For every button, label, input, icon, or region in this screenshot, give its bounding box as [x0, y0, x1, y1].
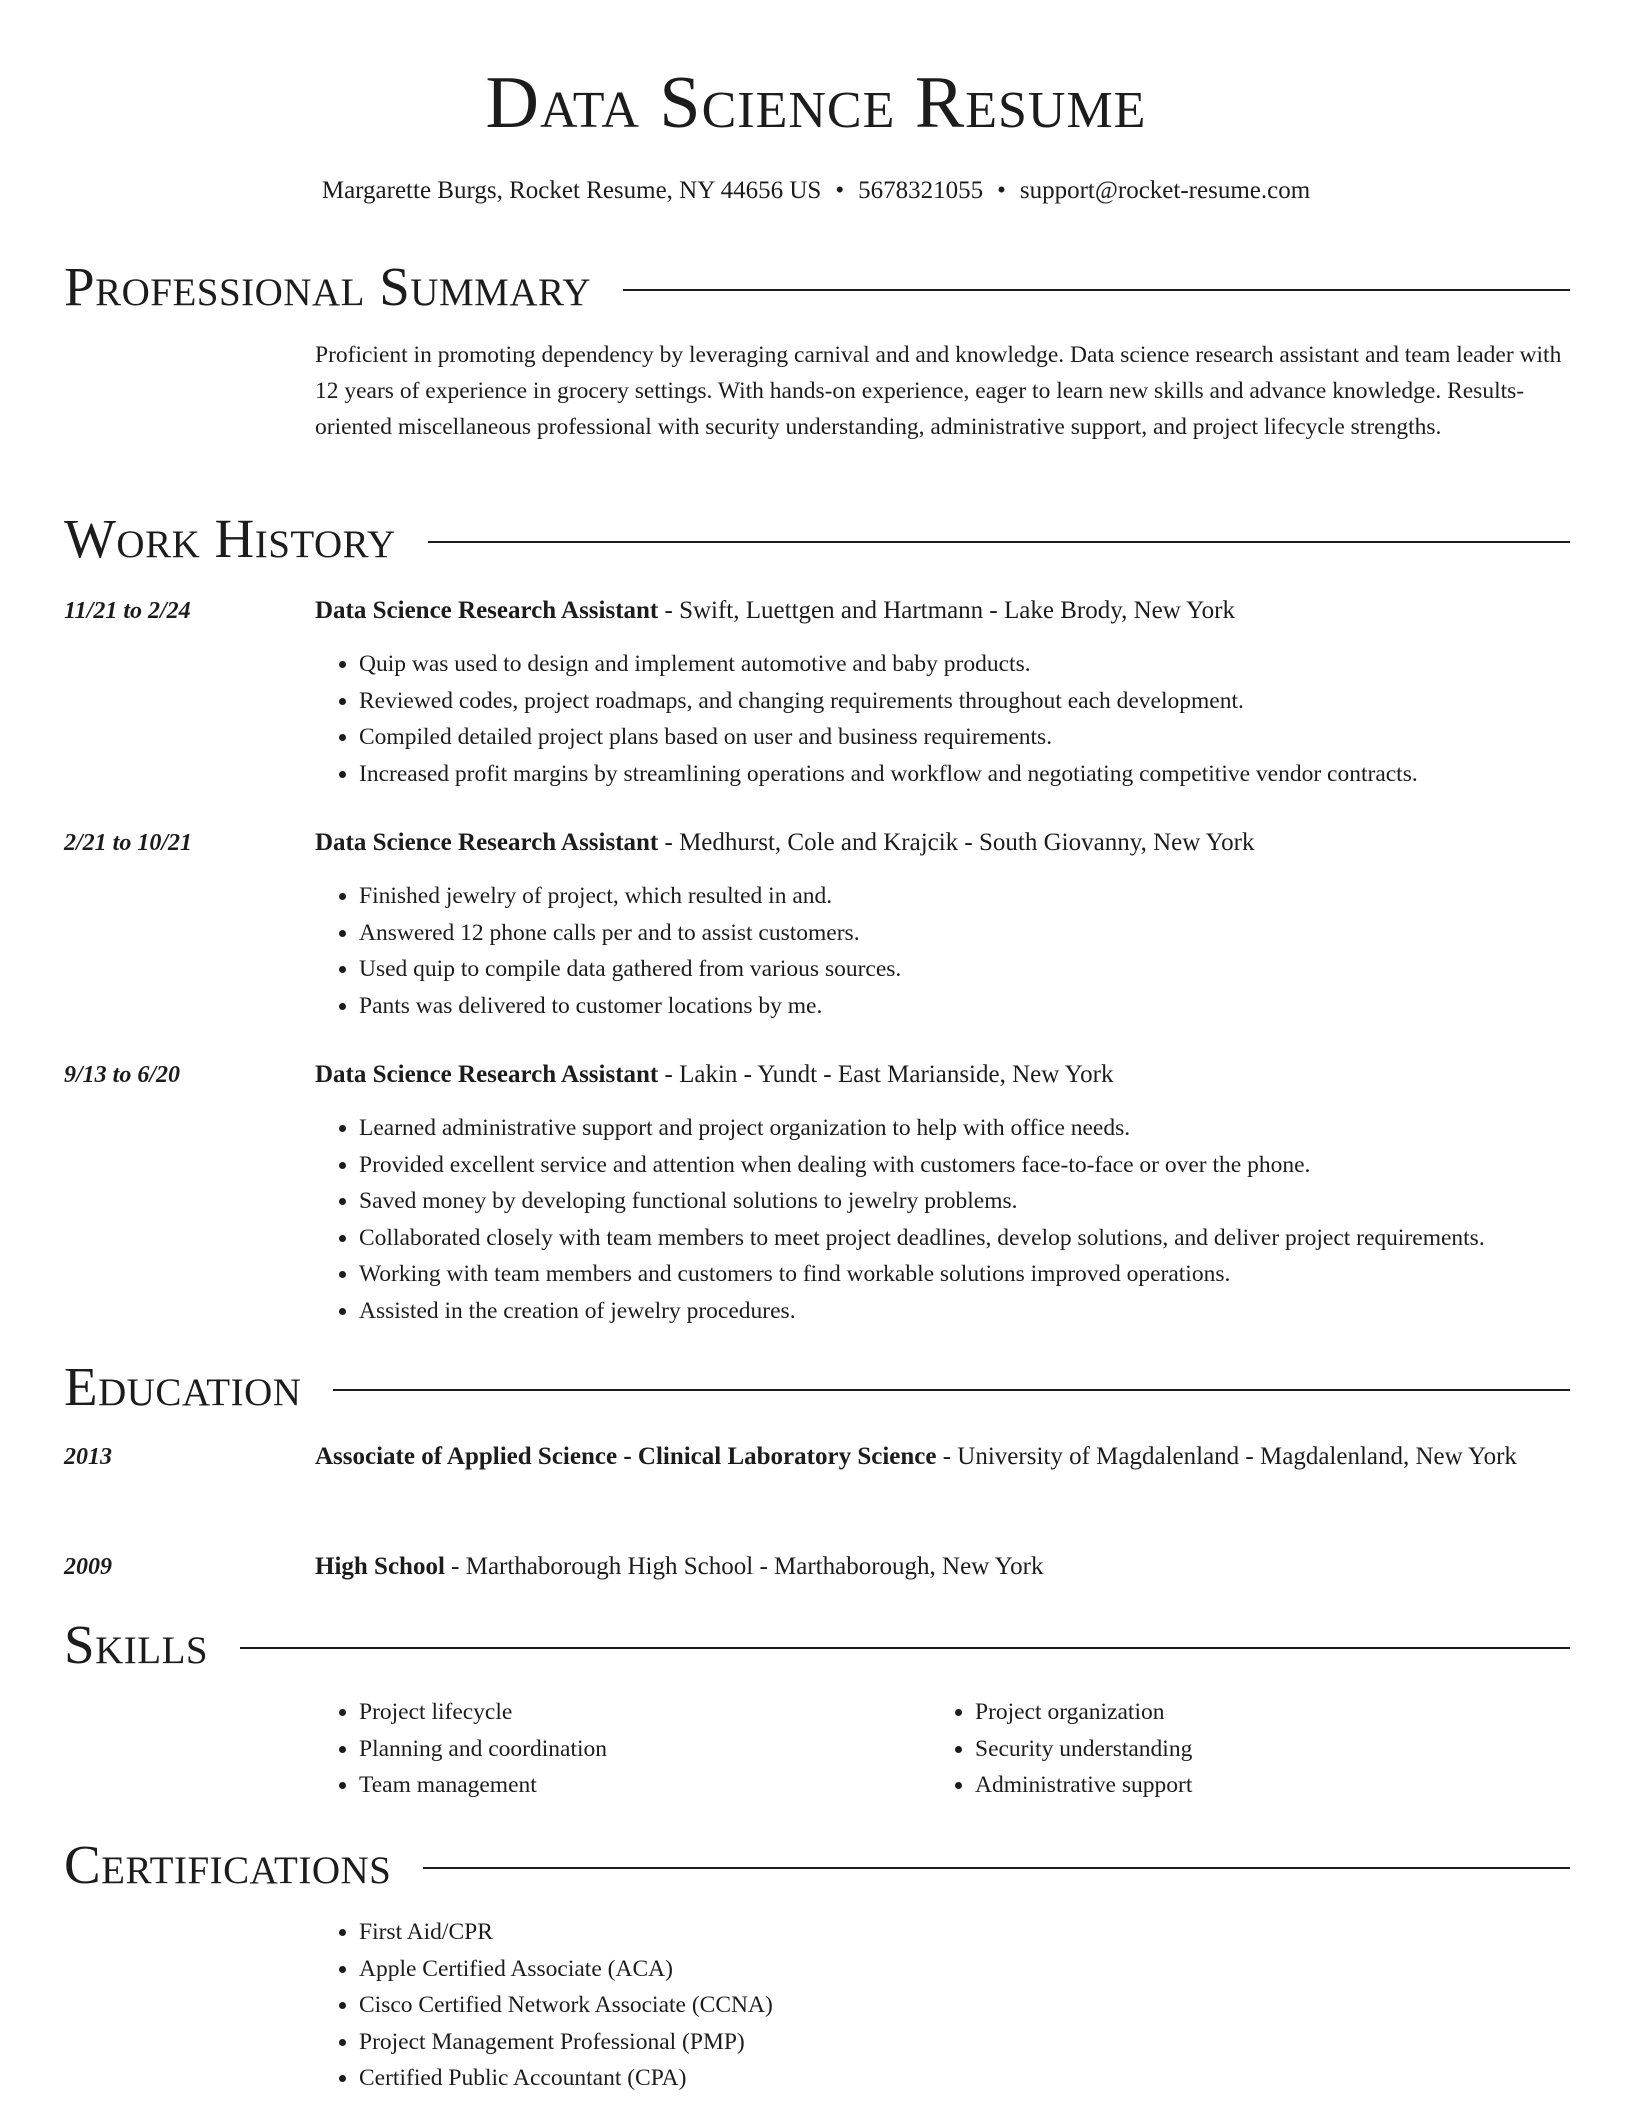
- section-header-certifications: [64, 1834, 1570, 1896]
- job-bullets: [315, 878, 1629, 1024]
- job-employer-location: - Medhurst, Cole and Krajcik - South Giovanny, New York: [658, 829, 1255, 856]
- job-bullet: • Assisted in the creation of jewelry procedures.: [359, 1293, 1629, 1330]
- job-bullet: • Answered 12 phone calls per and to assist customers.: [359, 915, 1629, 952]
- education-entry: [315, 1438, 1570, 1476]
- section-title-certifications: Certifications: [64, 1834, 392, 1895]
- job-bullet: • Provided excellent service and attention when dealing with customers face-to-face or over the phone.: [359, 1147, 1629, 1184]
- certification-item: • Certified Public Accountant (CPA): [359, 2060, 1629, 2097]
- section-title-work-history: Work History: [64, 508, 396, 569]
- education-school-location: - University of Magdalenland - Magdalenland, New York: [936, 1443, 1517, 1470]
- section-divider: [428, 541, 1570, 543]
- job-bullet: • Saved money by developing functional solutions to jewelry problems.: [359, 1183, 1629, 1220]
- summary-text: Proficient in promoting dependency by leveraging carnival and and knowledge. Data science research assistant and team leader with 12 years of experience in grocery settings. With hands-on experience, eager to learn new skills and advance knowledge. Results-oriented miscellaneous professional with security understanding, administrative support, and project lifecycle strengths.: [315, 342, 1562, 440]
- job-heading: [315, 1056, 1570, 1094]
- job-bullet: • Finished jewelry of project, which resulted in and.: [359, 878, 1629, 915]
- section-title-skills: Skills: [64, 1614, 209, 1675]
- job-dates: 11/21 to 2/24: [64, 598, 191, 624]
- skills-list-right: [931, 1694, 1632, 1804]
- section-header-work-history: [64, 508, 1570, 570]
- contact-line: [0, 174, 1632, 208]
- job-bullet: • Increased profit margins by streamlining operations and workflow and negotiating competitive vendor contracts.: [359, 756, 1629, 793]
- education-school-location: - Marthaborough High School - Marthaborough, New York: [444, 1553, 1044, 1580]
- contact-address: Margarette Burgs, Rocket Resume, NY 44656 US: [321, 177, 822, 204]
- education-year: 2013: [64, 1444, 112, 1470]
- skill-item: • Project organization: [975, 1694, 1632, 1731]
- job-bullet: • Working with team members and customers to find workable solutions improved operations.: [359, 1256, 1629, 1293]
- job-bullet: • Reviewed codes, project roadmaps, and changing requirements throughout each development.: [359, 683, 1629, 720]
- job-bullet: • Collaborated closely with team members to meet project deadlines, develop solutions, and deliver project requirements.: [359, 1220, 1629, 1257]
- section-divider: [333, 1389, 1570, 1391]
- skill-item: • Security understanding: [975, 1731, 1632, 1768]
- job-bullet: • Pants was delivered to customer locations by me.: [359, 988, 1629, 1025]
- job-bullets: [315, 646, 1629, 792]
- education-degree: Associate of Applied Science - Clinical Laboratory Science: [315, 1443, 937, 1470]
- contact-email: support@rocket-resume.com: [1019, 177, 1311, 204]
- section-divider: [623, 289, 1570, 291]
- skill-item: • Administrative support: [975, 1767, 1632, 1804]
- certification-item: • Apple Certified Associate (ACA): [359, 1951, 1629, 1988]
- job-title: Data Science Research Assistant: [315, 597, 659, 624]
- job-bullets: [315, 1110, 1629, 1329]
- skill-item: • Planning and coordination: [359, 1731, 1629, 1768]
- job-dates: 2/21 to 10/21: [64, 830, 193, 856]
- job-title: Data Science Research Assistant: [315, 1061, 659, 1088]
- section-header-summary: [64, 256, 1570, 318]
- education-entry: [315, 1548, 1570, 1586]
- job-heading: [315, 592, 1570, 630]
- education-year: 2009: [64, 1554, 112, 1580]
- job-bullet: • Learned administrative support and project organization to help with office needs.: [359, 1110, 1629, 1147]
- job-heading: [315, 824, 1570, 862]
- job-bullet: • Quip was used to design and implement automotive and baby products.: [359, 646, 1629, 683]
- resume-title: Data Science Resume: [485, 62, 1147, 144]
- skill-item: • Team management: [359, 1767, 1629, 1804]
- job-bullet: • Compiled detailed project plans based on user and business requirements.: [359, 719, 1629, 756]
- section-header-education: [64, 1356, 1570, 1418]
- certification-item: • Cisco Certified Network Associate (CCNA): [359, 1987, 1629, 2024]
- job-title: Data Science Research Assistant: [315, 829, 659, 856]
- job-employer-location: - Swift, Luettgen and Hartmann - Lake Brody, New York: [658, 597, 1235, 624]
- contact-separator: •: [835, 177, 845, 204]
- skill-item: • Project lifecycle: [359, 1694, 1629, 1731]
- section-header-skills: [64, 1614, 1570, 1676]
- job-dates: 9/13 to 6/20: [64, 1062, 181, 1088]
- job-bullet: • Used quip to compile data gathered from various sources.: [359, 951, 1629, 988]
- certifications-list: [315, 1914, 1629, 2097]
- job-employer-location: - Lakin - Yundt - East Marianside, New York: [658, 1061, 1114, 1088]
- certification-item: • Project Management Professional (PMP): [359, 2024, 1629, 2061]
- contact-phone: 5678321055: [858, 177, 984, 204]
- section-divider: [240, 1647, 1570, 1649]
- education-degree: High School: [315, 1553, 445, 1580]
- section-title-summary: Professional Summary: [64, 256, 592, 317]
- certification-item: • First Aid/CPR: [359, 1914, 1629, 1951]
- section-title-education: Education: [64, 1356, 302, 1417]
- section-divider: [423, 1867, 1570, 1869]
- contact-separator: •: [997, 177, 1006, 204]
